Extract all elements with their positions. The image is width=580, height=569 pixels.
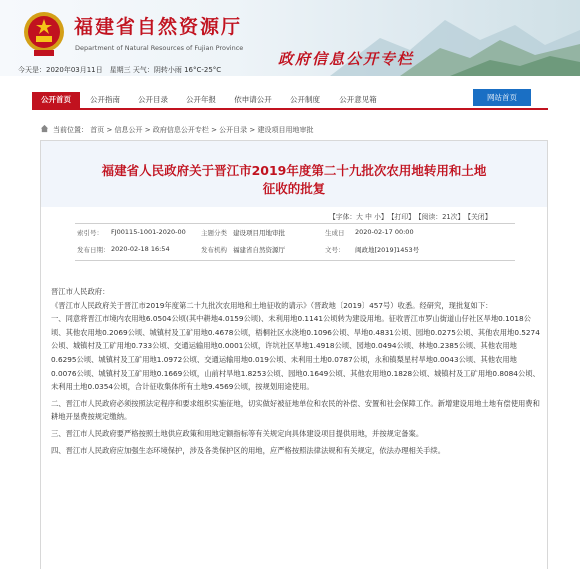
nav-item-catalog[interactable]: 公开目录	[138, 95, 168, 104]
weather-bar: 今天是：2020年03月11日 星期三 天气：阴转小雨 16°C-25°C	[18, 66, 222, 74]
document-panel	[40, 140, 548, 569]
nav-item-feedback[interactable]: 公开意见箱	[339, 95, 377, 104]
site-subtitle: Department of Natural Resources of Fujian Province	[75, 44, 244, 52]
item-3-paragraph: 三、晋江市人民政府要严格按照土地供应政策和用地定额指标等有关规定向具体建设项目提供用地，并按规定备案。	[51, 428, 424, 438]
document-title-line1: 福建省人民政府关于晋江市2019年度第二十九批次农用地转用和土地	[101, 163, 487, 178]
topic-value: 建设项目用地审批	[233, 229, 285, 237]
date-label: 生成日	[325, 229, 345, 237]
item-4-paragraph: 四、晋江市人民政府应加强生态环境保护，涉及各类保护区的用地，应严格按照法律法规和有关规定，依法办理相关手续。	[51, 445, 446, 455]
document-title	[59, 162, 529, 198]
nav-item-guide[interactable]: 公开指南	[90, 95, 120, 104]
national-emblem-icon	[22, 10, 66, 58]
main-nav	[32, 92, 548, 110]
banner-title: 政府信息公开专栏	[278, 50, 415, 68]
date-value: 2020-02-17 00:00	[355, 228, 414, 236]
site-home-button[interactable]: 网站首页	[473, 89, 531, 106]
document-body	[51, 285, 541, 457]
nav-item-annual-report[interactable]: 公开年报	[186, 95, 216, 104]
nav-item-system[interactable]: 公开制度	[290, 95, 320, 104]
org-value: 福建省自然资源厅	[233, 246, 285, 254]
intro-paragraph: 《晋江市人民政府关于晋江市2019年度第二十九批次农用地和土地征收的请示》（晋政地〔2019〕457号）收悉。经研究，现批复如下：	[51, 300, 493, 310]
document-tools[interactable]: 【字体：大 中 小】 【打印】 【阅读：21次】 【关闭】	[329, 213, 492, 221]
site-header	[0, 0, 580, 76]
nav-item-home[interactable]: 公开首页	[32, 92, 80, 108]
item-2-paragraph: 二、晋江市人民政府必须按照法定程序和要求组织实施征地，切实做好被征地单位和农民的补偿、安置和社会保障工作。新增建设用地土地有偿使用费和耕地开垦费按规定缴纳。	[51, 398, 540, 422]
home-icon	[40, 124, 49, 133]
site-title: 福建省自然资源厅	[74, 16, 243, 38]
publish-value: 2020-02-18 16:54	[111, 245, 170, 253]
index-value: FJ00115-1001-2020-00	[111, 228, 186, 236]
breadcrumb-text[interactable]: 当前位置： 首页 > 信息公开 > 政府信息公开专栏 > 公开目录 > 建设项目用地审批	[53, 126, 314, 134]
item-1-paragraph: 一、同意将晋江市境内农用地6.0504公顷(其中耕地4.0159公顷)、未利用地0.1141公顷转为建设用地。征收晋江市罗山街道山仔社区旱地0.1018公顷、其他农用地0.2069公顷、城镇村及工矿用地0.4678公顷，梧桐社区水浇地0.1096公顷、旱地0.4831公顷、园地0.0275公顷、其他农用地0.5274公顷、城镇村及工矿用地0.733公顷、交通运输用地0.0001公顷，许坑社区旱地1.4918公顷、园地0.0494公顷、林地0.2385公顷、其他农用地0.6295公顷、城镇村及工矿用地1.0972公顷、交通运输用地0.019公顷、未利用土地0.0787公顷，永和镇梨星村旱地0.0043公顷、其他农用地0.0076公顷、城镇村及工矿用地0.1669公顷，山前村旱地1.8253公顷、园地0.1649公顷、其他农用地0.1828公顷、城镇村及工矿用地0.8084公顷、未利用土地0.0354公顷，合计征收集体所有土地9.4569公顷，按规划用途使用。	[51, 314, 540, 392]
docno-label: 文号：	[325, 246, 345, 254]
publish-label: 发布日期：	[77, 246, 110, 254]
breadcrumb	[40, 124, 314, 135]
org-label: 发布机构	[201, 246, 227, 254]
document-meta-table	[75, 223, 515, 261]
index-label: 索引号：	[77, 229, 103, 237]
docno-value: 闽政地[2019]1453号	[355, 246, 420, 254]
topic-label: 主题分类	[201, 229, 227, 237]
document-title-line2: 征收的批复	[262, 181, 326, 196]
salutation: 晋江市人民政府：	[51, 287, 110, 296]
title-area	[41, 141, 547, 207]
nav-item-apply-disclosure[interactable]: 依申请公开	[234, 95, 272, 104]
